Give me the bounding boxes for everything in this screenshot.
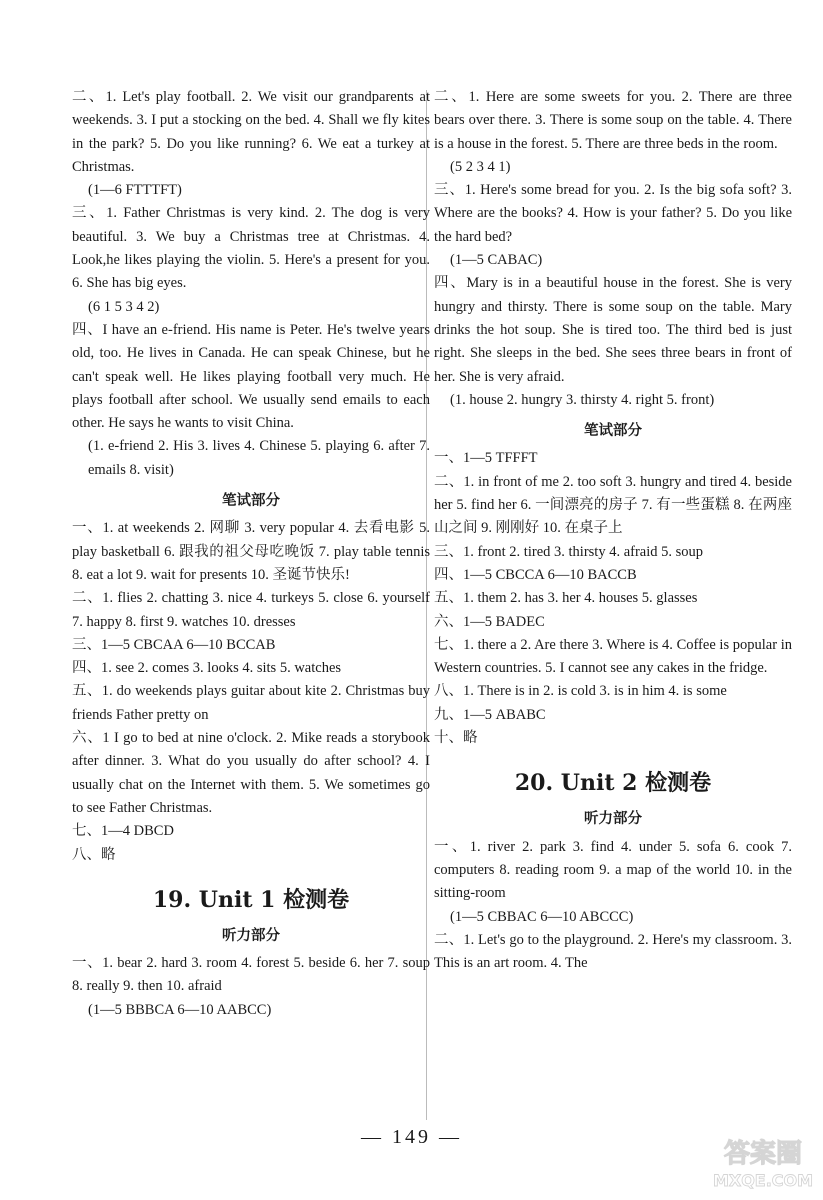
answer-block: 五、1. do weekends plays guitar about kite 2. Christmas buy friends Father pretty on	[72, 683, 430, 723]
answer-block: 二、1. Let's go to the playground. 2. Here's my classroom. 3. This is an art room. 4. The	[434, 931, 792, 972]
unit-title: 19. Unit 1 检测卷	[152, 886, 350, 913]
watermark-url: MXQE.COM	[713, 1171, 813, 1190]
answer-block: 四、I have an e-friend. His name is Peter. He's twelve years old, too. He lives in Canada. He can speak Chinese, but he can't speak well. He likes playing football very much. He plays football after school. We usually send emails to each other. He says he wants to visit China.	[72, 321, 430, 432]
answer-block: 一、1. at weekends 2. 网聊 3. very popular 4. 去看电影 5. play basketball 6. 跟我的祖父母吃晚饭 7. play table tennis 8. eat a lot 9. wait for presents 10. 圣诞节快乐!	[72, 520, 430, 583]
watermark-title: 答案圈	[723, 1139, 803, 1169]
answer-block: 二、1. Let's play football. 2. We visit our grandparents at weekends. 3. I put a stocking on the bed. 4. Shall we fly kites in the park? 5. Do you like running? 6. We eat a turkey at Christmas.	[72, 89, 430, 175]
answer-block: 三、1. Here's some bread for you. 2. Is the big sofa soft? 3. Where are the books? 4. How is your father? 5. Do you like the hard bed?	[434, 182, 792, 245]
answer-block: 三、1. Father Christmas is very kind. 2. The dog is very beautiful. 3. We buy a Christmas tree at Christmas. 4. Look,he likes playing the violin. 5. Here's a present for you. 6. She has big eyes.	[72, 205, 430, 292]
section-heading: 听力部分	[222, 927, 280, 944]
answer-block: 一、1—5 TFFFT	[434, 450, 538, 467]
answer-key: (1. house 2. hungry 3. thirsty 4. right 5. front)	[450, 391, 715, 408]
answer-block: 二、1. in front of me 2. too soft 3. hungry and tired 4. beside her 5. find her 6. 一间漂亮的房子 7. 有一些蛋糕 8. 在两座山之间 9. 刚刚好 10. 在桌子上	[434, 473, 792, 537]
answer-block: 十、略	[434, 730, 478, 747]
answer-block: 六、1 I go to bed at nine o'clock. 2. Mike reads a storybook after dinner. 3. What do you usually do after school? 4. I usually chat on the Internet with them. 5. We sometimes go to see Father Christmas.	[72, 730, 430, 816]
answer-key: (5 2 3 4 1)	[450, 158, 511, 175]
answer-block: 八、略	[72, 846, 116, 863]
answer-block: 四、1—5 CBCCA 6—10 BACCB	[434, 566, 637, 583]
answer-block: 九、1—5 ABABC	[434, 706, 546, 723]
answer-key: (1—6 FTTTFT)	[88, 182, 182, 199]
watermark-logo	[713, 1128, 813, 1194]
unit-title: 20. Unit 2 检测卷	[514, 770, 712, 797]
answer-block: 三、1—5 CBCAA 6—10 BCCAB	[72, 636, 276, 653]
answer-block: 五、1. them 2. has 3. her 4. houses 5. glasses	[434, 590, 698, 607]
answer-key: (1—5 CABAC)	[450, 252, 543, 269]
answer-block: 二、1. Here are some sweets for you. 2. There are three bears over there. 3. There is some soup on the table. 4. There is a house in the forest. 5. There are three beds in the room.	[434, 89, 792, 152]
page-number: — 149 —	[361, 1126, 462, 1148]
answer-block: 一、1. bear 2. hard 3. room 4. forest 5. beside 6. her 7. soup 8. really 9. then 10. afraid	[72, 955, 430, 995]
answer-block: 三、1. front 2. tired 3. thirsty 4. afraid 5. soup	[434, 543, 704, 560]
left-column	[72, 86, 430, 1022]
answer-block: 二、1. flies 2. chatting 3. nice 4. turkeys 5. close 6. yourself 7. happy 8. first 9. watches 10. dresses	[72, 590, 430, 630]
section-heading: 笔试部分	[584, 423, 642, 440]
answer-key: (1—5 BBBCA 6—10 AABCC)	[88, 1001, 272, 1018]
section-heading: 笔试部分	[222, 493, 280, 510]
answer-block: 八、1. There is in 2. is cold 3. is in him 4. is some	[434, 683, 727, 700]
answer-block: 六、1—5 BADEC	[434, 613, 545, 630]
answer-block: 七、1—4 DBCD	[72, 823, 174, 840]
answer-block: 一、1. river 2. park 3. find 4. under 5. sofa 6. cook 7. computers 8. reading room 9. a map of the world 10. in the sitting-room	[434, 838, 792, 902]
answer-key: (6 1 5 3 4 2)	[88, 298, 160, 315]
answer-block: 四、1. see 2. comes 3. looks 4. sits 5. watches	[72, 660, 342, 677]
right-column	[434, 86, 792, 975]
answer-block: 四、Mary is in a beautiful house in the forest. She is very hungry and thirsty. There is some soup on the table. Mary drinks the hot soup. She is tired too. The third bed is just right. She sleeps in the bed. She sees three bears in front of her. She is very afraid.	[434, 275, 792, 385]
answer-key: (1. e-friend 2. His 3. lives 4. Chinese 5. playing 6. after 7. emails 8. visit)	[88, 438, 430, 478]
answer-key: (1—5 CBBAC 6—10 ABCCC)	[450, 908, 634, 925]
answer-block: 七、1. there a 2. Are there 3. Where is 4. Coffee is popular in Western countries. 5. I cannot see any cakes in the fridge.	[434, 636, 792, 677]
section-heading: 听力部分	[584, 811, 642, 828]
